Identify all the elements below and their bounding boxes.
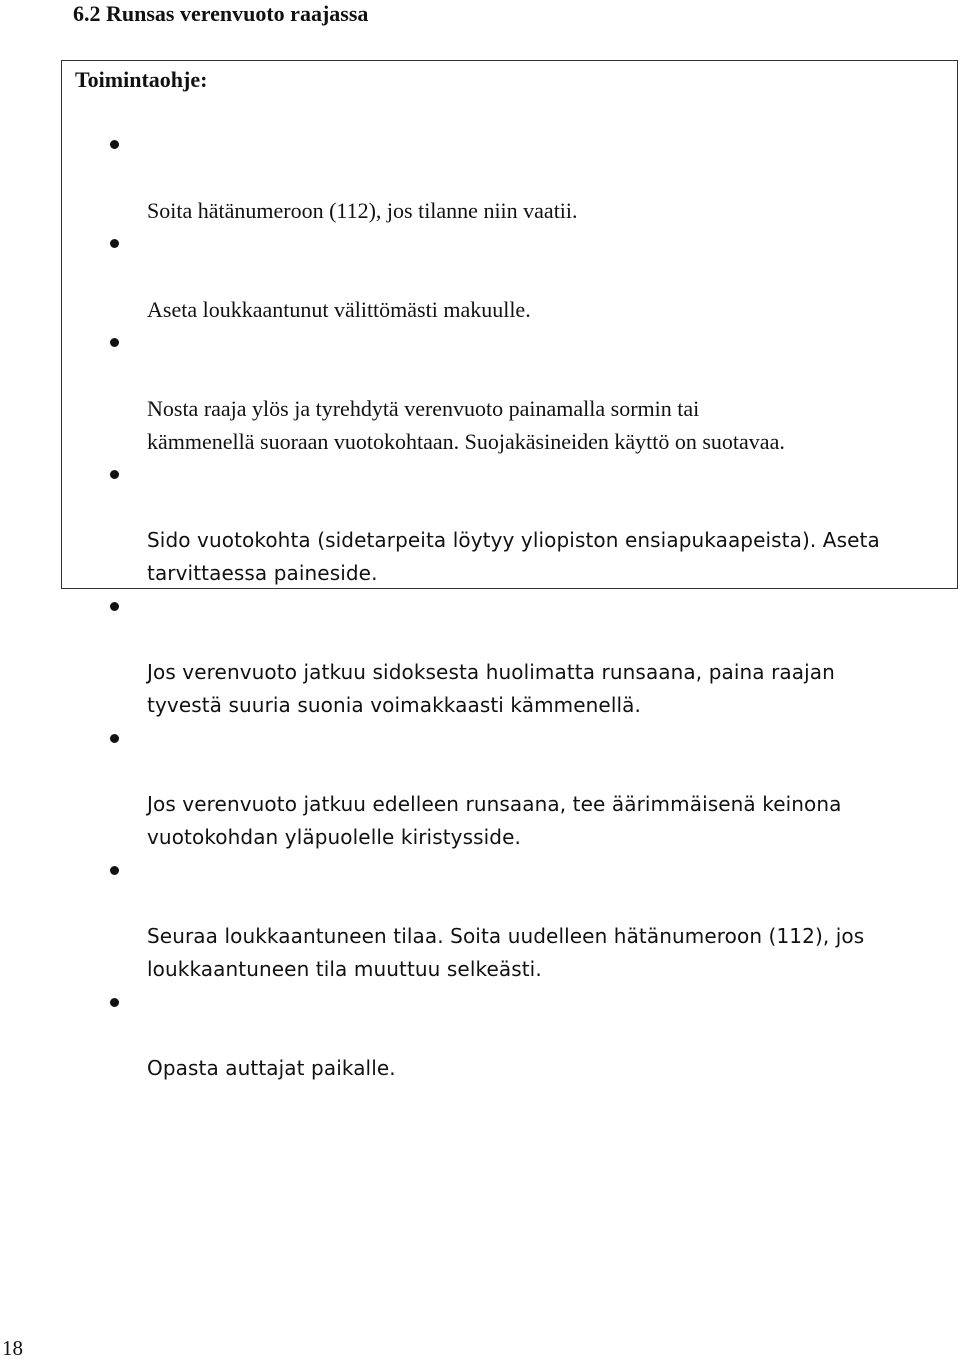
- step-text: Sido vuotokohta (sidetarpeita löytyy yliopiston ensiapukaapeista). Aseta tarvittaessa paineside.: [147, 528, 880, 585]
- list-item: [62, 128, 942, 227]
- list-item: [62, 854, 942, 986]
- page-number: 18: [2, 1336, 23, 1360]
- step-text: Soita hätänumeroon (112), jos tilanne niin vaatii.: [147, 198, 578, 223]
- bullet-icon: [110, 602, 119, 611]
- list-item: [62, 326, 942, 458]
- box-title: Toimintaohje:: [75, 67, 208, 92]
- step-text: Jos verenvuoto jatkuu sidoksesta huolimatta runsaana, paina raajan tyvestä suuria suonia voimakkaasti kämmenellä.: [147, 660, 835, 717]
- list-item: [62, 722, 942, 854]
- list-item: [62, 458, 942, 590]
- section-heading: 6.2 Runsas verenvuoto raajassa: [73, 1, 369, 26]
- list-item: [62, 227, 942, 326]
- step-text: Jos verenvuoto jatkuu edelleen runsaana, tee äärimmäisenä keinona vuotokohdan yläpuolelle kiristysside.: [147, 792, 842, 849]
- bullet-icon: [110, 239, 119, 248]
- bullet-icon: [110, 866, 119, 875]
- instruction-list: [62, 128, 942, 1085]
- bullet-icon: [110, 140, 119, 149]
- bullet-icon: [110, 734, 119, 743]
- step-text: Nosta raaja ylös ja tyrehdytä verenvuoto painamalla sormin tai kämmenellä suoraan vuotokohtaan. Suojakäsineiden käyttö on suotavaa.: [147, 396, 785, 454]
- step-text: Opasta auttajat paikalle.: [147, 1056, 396, 1080]
- list-item: [62, 590, 942, 722]
- instruction-box: [61, 60, 958, 1080]
- step-text: Aseta loukkaantunut välittömästi makuulle.: [147, 297, 531, 322]
- step-text: Seuraa loukkaantuneen tilaa. Soita uudelleen hätänumeroon (112), jos loukkaantuneen tila muuttuu selkeästi.: [147, 924, 865, 981]
- bullet-icon: [110, 470, 119, 479]
- list-item: [62, 986, 942, 1085]
- bullet-icon: [110, 998, 119, 1007]
- bullet-icon: [110, 338, 119, 347]
